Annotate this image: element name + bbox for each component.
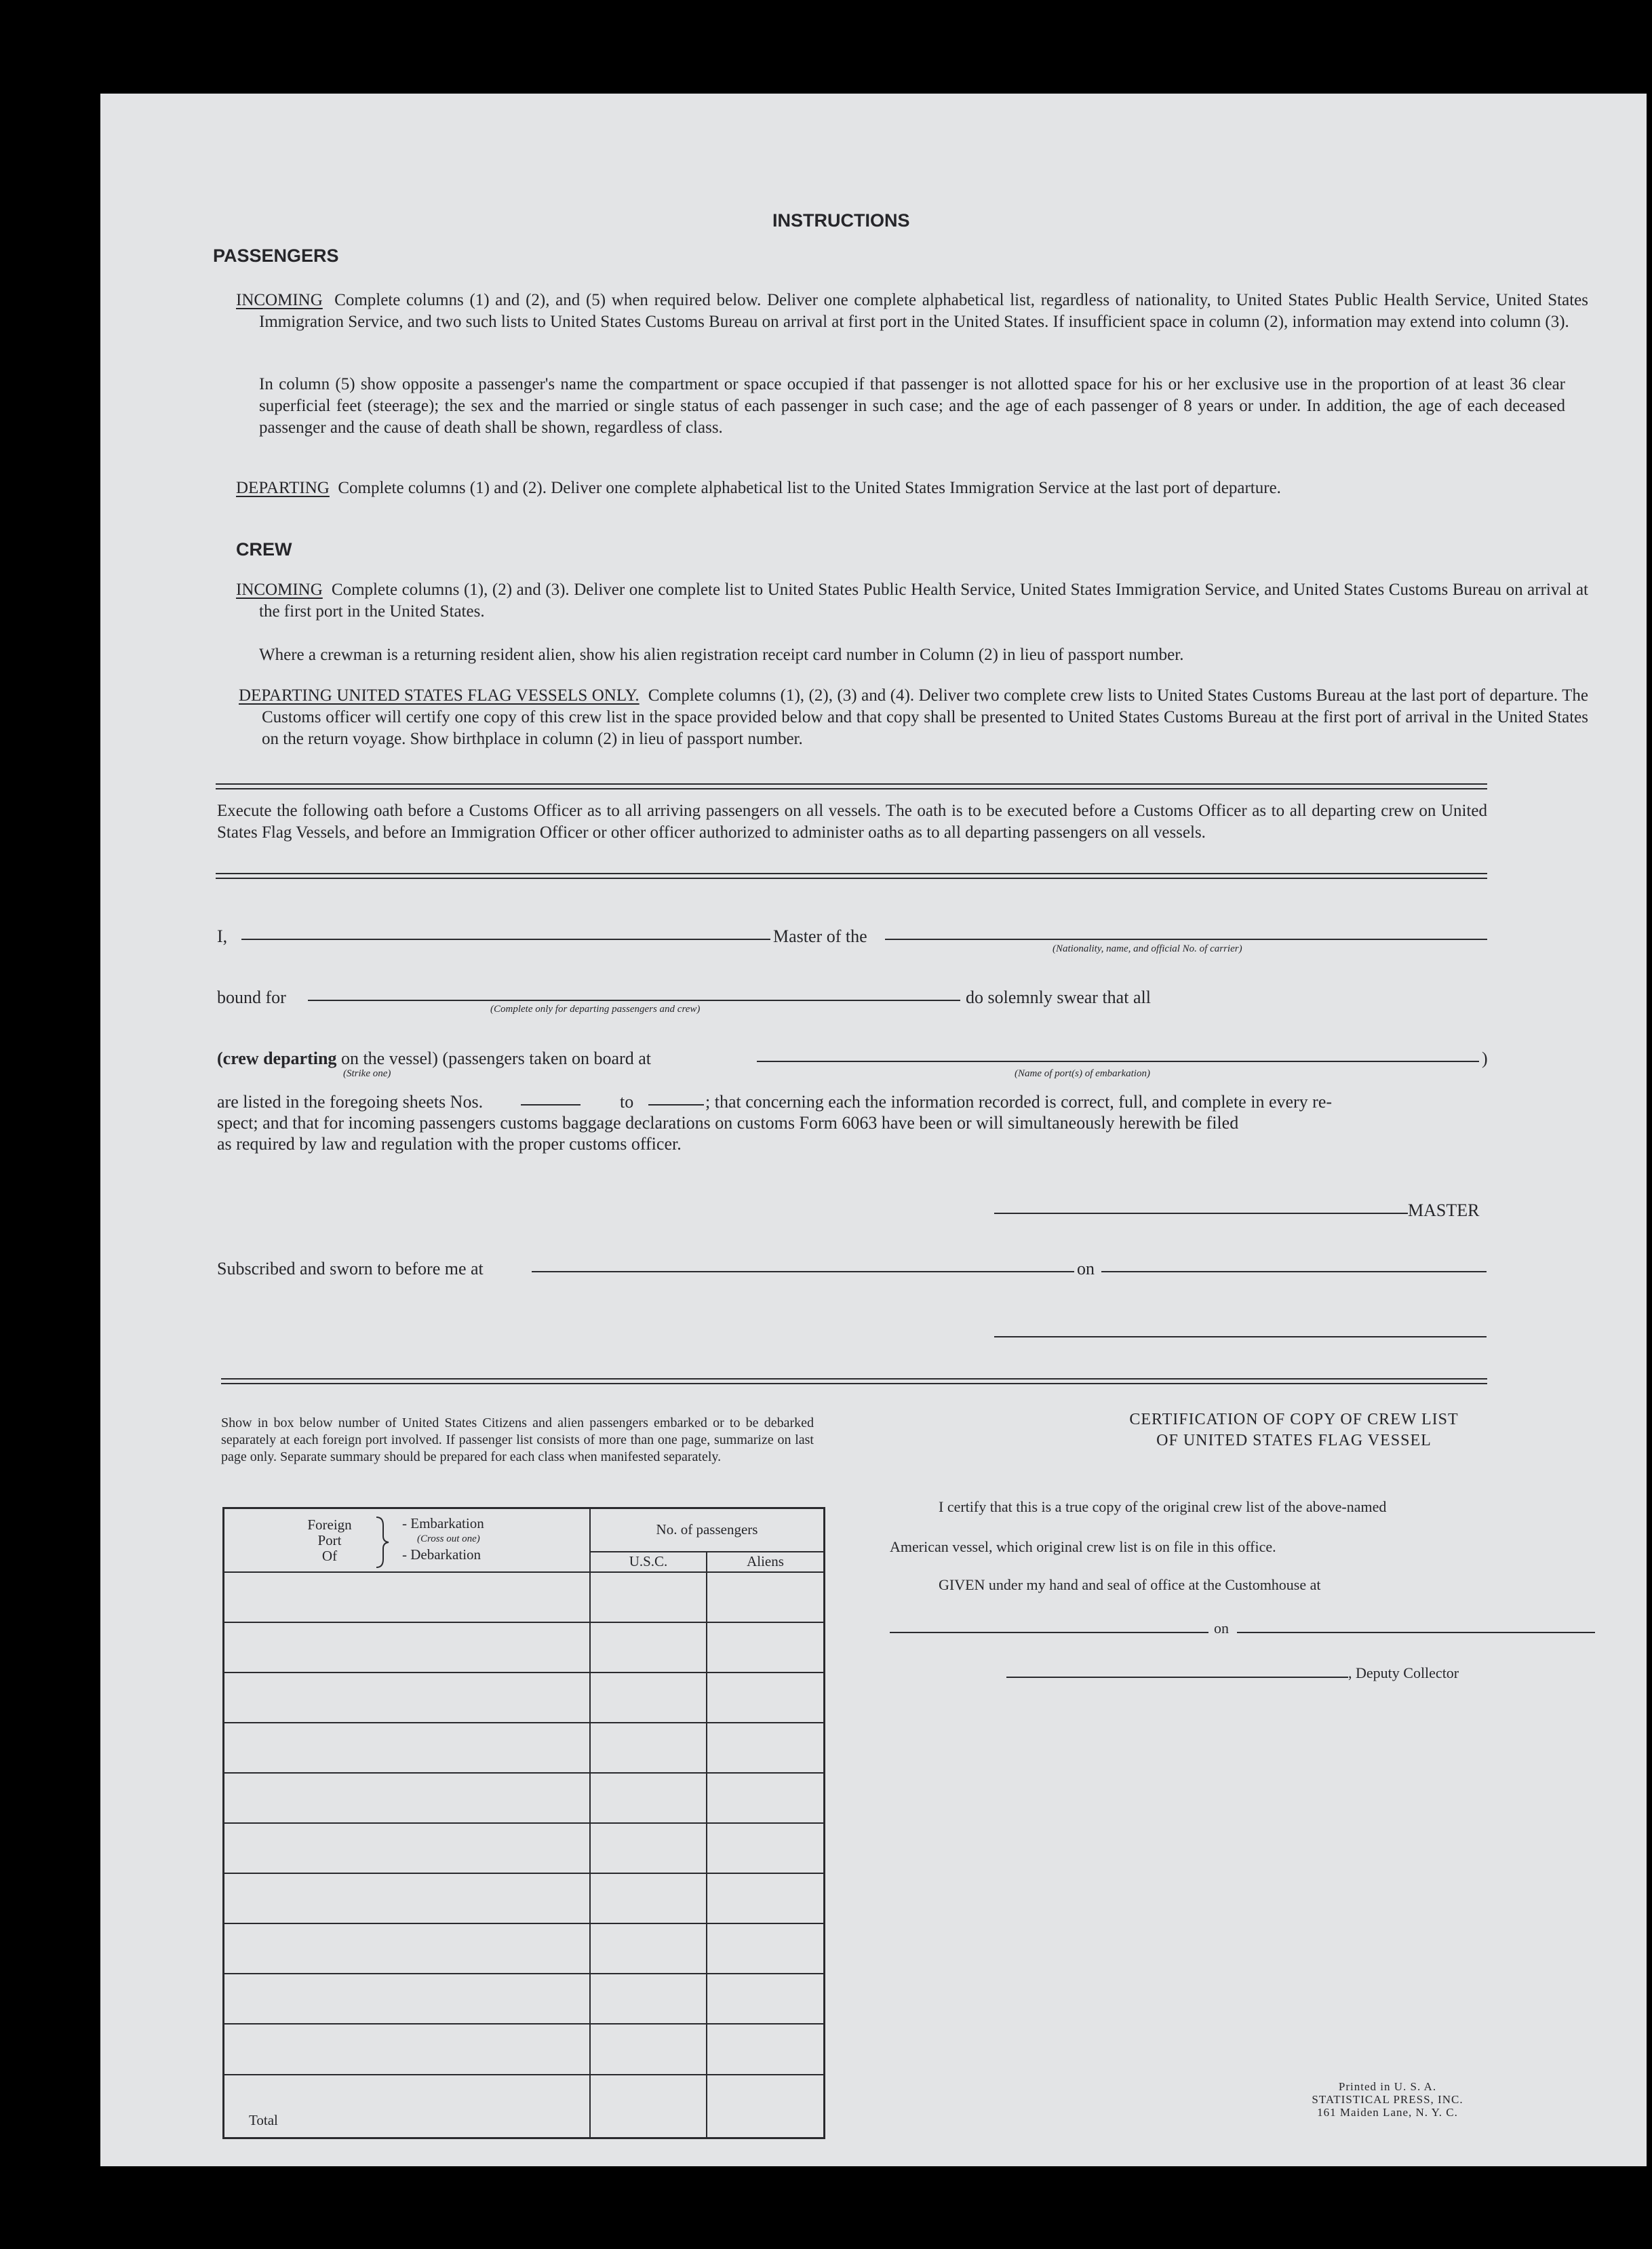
passengers-departing-label: DEPARTING (236, 479, 330, 497)
sheet-from-field[interactable] (521, 1104, 581, 1106)
certify-date-field[interactable] (1237, 1632, 1595, 1633)
crew-departing-option[interactable]: (crew departing (217, 1049, 337, 1068)
passengers-departing-text: Complete columns (1) and (2). Deliver one complete alphabetical list to the United States Immigration Service at the last port of departure. (338, 479, 1281, 497)
no-passengers-header: No. of passengers (590, 1508, 825, 1552)
customhouse-field[interactable] (890, 1632, 1208, 1633)
printer-imprint (1279, 2080, 1496, 2119)
carrier-field[interactable] (885, 939, 1487, 940)
port-label: Port (317, 1532, 342, 1548)
printer-line3: 161 Maiden Lane, N. Y. C. (1317, 2106, 1458, 2119)
sworn-on-label: on (1077, 1259, 1095, 1278)
oath-i-label: I, (217, 926, 228, 946)
crew-incoming-text: Complete columns (1), (2) and (3). Deliver one complete list to United States Public Health Service, United States Immigration Service, and United States Customs Bureau on arrival at the first port in the United States. (259, 581, 1588, 621)
embarkation-ports-field[interactable] (757, 1061, 1479, 1062)
crew-passengers-line (217, 1049, 651, 1069)
strike-one-caption: (Strike one) (343, 1068, 391, 1079)
crew-departing-label: DEPARTING UNITED STATES FLAG VESSELS ONLY. (239, 686, 640, 705)
table-row[interactable] (224, 1572, 825, 1622)
bottom-divider (221, 1378, 1487, 1384)
certify-line2: American vessel, which original crew list is on file in this office. (890, 1538, 1276, 1555)
table-row[interactable] (224, 1622, 825, 1673)
passenger-summary-table (222, 1507, 825, 2139)
certify-line3: GIVEN under my hand and seal of office at the Customhouse at (939, 1576, 1321, 1593)
table-row[interactable] (224, 1823, 825, 1873)
port-header-cell (224, 1508, 591, 1573)
passengers-incoming-paragraph-2: In column (5) show opposite a passenger's name the compartment or space occupied if that passenger is not allotted space for his or her exclusive use in the proportion of at least 36 clear superficial feet (steerage); the sex and the married or single status of each passenger in such case; and the age of each passenger of 8 years or under. In addition, the age of each deceased passenger and the cause of death shall be shown, regardless of class. (259, 375, 1565, 437)
oath-rest-line3: as required by law and regulation with the proper customs officer. (217, 1134, 682, 1154)
carrier-caption: (Nationality, name, and official No. of carrier) (1053, 943, 1242, 954)
debarkation-option[interactable]: - Debarkation (402, 1546, 481, 1563)
certification-title-line2: OF UNITED STATES FLAG VESSEL (1156, 1432, 1432, 1449)
on-the-vessel-text: on the vessel) (340, 1049, 438, 1068)
total-row[interactable] (224, 2075, 825, 2138)
passengers-taken-option[interactable]: (passengers taken on board at (442, 1049, 651, 1068)
printer-line1: Printed in U. S. A. (1338, 2080, 1437, 2093)
table-row[interactable] (224, 2024, 825, 2074)
certify-line1: I certify that this is a true copy of the original crew list of the above-named (939, 1498, 1387, 1515)
bound-for-field[interactable] (308, 1000, 960, 1001)
table-row[interactable] (224, 1974, 825, 2024)
master-label: MASTER (1408, 1200, 1480, 1220)
oath-intro: Execute the following oath before a Customs Officer as to all arriving passengers on all vessels. The oath is to be executed before a Customs Officer as to all departing crew on United States Flag Vessels, and before an Immigration Officer or other officer authorized to administer oaths as to all departing passengers on all vessels. (217, 802, 1487, 842)
master-name-field[interactable] (241, 939, 770, 940)
certification-title (989, 1409, 1599, 1451)
passengers-incoming-paragraph (236, 290, 1588, 333)
total-aliens-cell[interactable] (707, 2075, 825, 2138)
table-row[interactable] (224, 1873, 825, 1923)
passengers-incoming-label: INCOMING (236, 291, 323, 309)
master-of-the-label: Master of the (773, 926, 867, 946)
oath-rest-line2: spect; and that for incoming passengers customs baggage declarations on customs Form 6063 have been or will simultaneously herewith be filed (217, 1113, 1239, 1133)
listed-in-text: are listed in the foregoing sheets Nos. (217, 1092, 484, 1112)
crew-incoming-label: INCOMING (236, 581, 323, 599)
swear-text: do solemnly swear that all (966, 987, 1151, 1007)
deputy-collector-label: , Deputy Collector (1348, 1664, 1459, 1681)
printer-line2: STATISTICAL PRESS, INC. (1312, 2093, 1463, 2106)
master-signature-field[interactable] (994, 1213, 1408, 1214)
bound-for-caption: (Complete only for departing passengers and crew) (490, 1004, 701, 1015)
passengers-incoming-text: Complete columns (1) and (2), and (5) when required below. Deliver one complete alphabetical list, regardless of nationality, to United States Public Health Service, United States Immigration Service, and two such lists to United States Customs Bureau on arrival at first port in the United States. If insufficient space in column (2), information may extend into column (3). (259, 291, 1588, 331)
sworn-place-field[interactable] (532, 1271, 1074, 1272)
crew-departing-text: Complete columns (1), (2), (3) and (4). Deliver two complete crew lists to United States Customs Bureau at the last port of departure. The Customs officer will certify one copy of this crew list in the space provided below and that copy shall be presented to United States Customs Bureau at the first port of arrival in the United States on the return voyage. Show birthplace in column (2) in lieu of passport number. (262, 686, 1588, 748)
embarkation-option[interactable]: - Embarkation (402, 1515, 484, 1531)
table-row[interactable] (224, 1923, 825, 1974)
officer-signature-field[interactable] (994, 1336, 1487, 1337)
oath-divider (216, 873, 1487, 879)
ports-caption: (Name of port(s) of embarkation) (1015, 1068, 1150, 1079)
port-header-labels (302, 1517, 357, 1564)
passengers-departing-paragraph (236, 477, 1588, 499)
crew-incoming-paragraph-2: Where a crewman is a returning resident alien, show his alien registration receipt card number in Column (2) in lieu of passport number. (259, 646, 1184, 664)
summary-note: Show in box below number of United States Citizens and alien passengers embarked or to be debarked separately at each foreign port involved. If passenger list consists of more than one page, summarize on last page only. Separate summary should be prepared for each class when manifested separately. (221, 1415, 814, 1464)
bound-for-label: bound for (217, 987, 286, 1007)
total-label: Total (224, 2075, 591, 2138)
to-label: to (620, 1092, 634, 1112)
of-label: Of (321, 1548, 338, 1564)
close-paren: ) (1482, 1049, 1488, 1068)
cross-out-caption: (Cross out one) (417, 1533, 480, 1544)
foreign-label: Foreign (307, 1517, 352, 1533)
oath-rest-line1: ; that concerning each the information recorded is correct, full, and complete in every re- (705, 1092, 1333, 1112)
total-usc-cell[interactable] (590, 2075, 707, 2138)
passengers-heading: PASSENGERS (213, 246, 339, 266)
usc-header: U.S.C. (590, 1552, 707, 1572)
form-page (100, 94, 1647, 2166)
sworn-date-field[interactable] (1101, 1271, 1487, 1272)
deputy-signature-field[interactable] (1006, 1677, 1348, 1678)
subscribed-text: Subscribed and sworn to before me at (217, 1259, 484, 1278)
brace-icon (375, 1516, 390, 1569)
sheet-to-field[interactable] (648, 1104, 704, 1106)
table-row[interactable] (224, 1773, 825, 1823)
crew-heading: CREW (236, 539, 292, 560)
crew-departing-paragraph (239, 685, 1588, 750)
embark-debark-labels (402, 1516, 484, 1563)
crew-incoming-paragraph (236, 579, 1588, 623)
section-divider (216, 783, 1487, 789)
certify-on-label: on (1214, 1620, 1229, 1637)
certification-title-line1: CERTIFICATION OF COPY OF CREW LIST (1129, 1411, 1459, 1428)
aliens-header: Aliens (707, 1552, 825, 1572)
table-row[interactable] (224, 1723, 825, 1773)
table-row[interactable] (224, 1673, 825, 1723)
instructions-heading: INSTRUCTIONS (772, 210, 910, 231)
